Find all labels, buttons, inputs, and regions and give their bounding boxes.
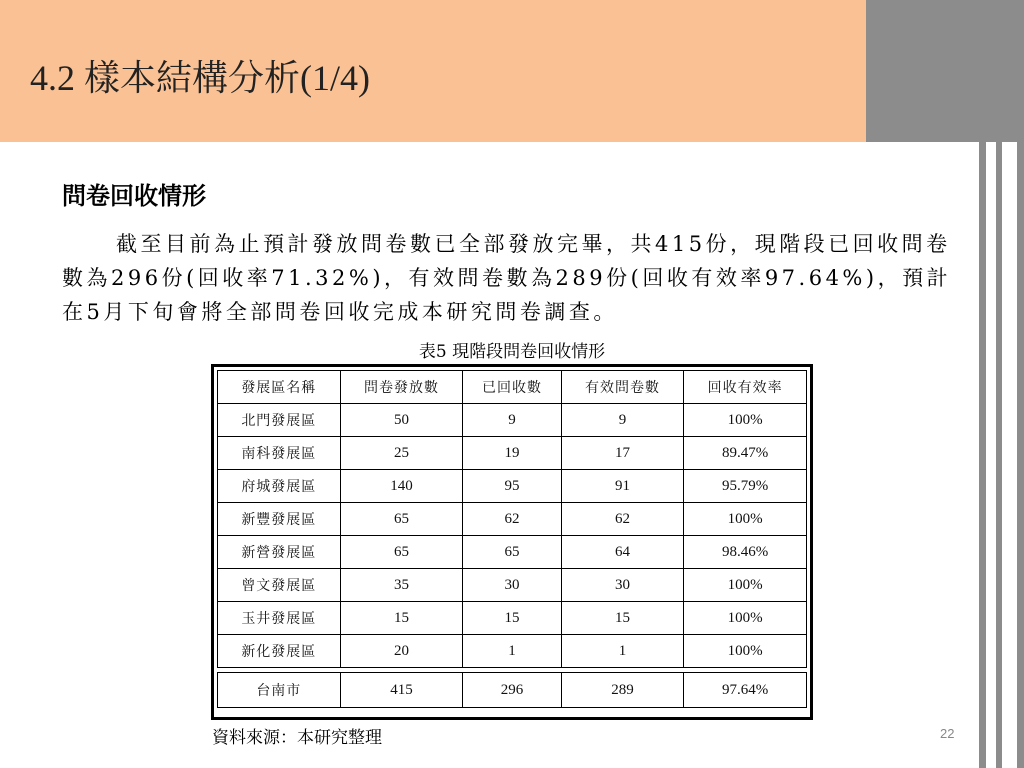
table-frame <box>211 364 813 720</box>
table-row <box>218 602 807 635</box>
decorative-bar-1 <box>979 142 986 768</box>
corner-gray-block <box>866 0 1024 142</box>
district-name-cell: 北門發展區 <box>218 404 341 437</box>
header-cell: 回收有效率 <box>684 371 807 404</box>
district-name-cell: 南科發展區 <box>218 437 341 470</box>
decorative-bar-3 <box>1017 142 1024 768</box>
slide-title: 4.2 樣本結構分析(1/4) <box>30 58 370 98</box>
district-name-cell: 新化發展區 <box>218 635 341 668</box>
district-name-cell: 府城發展區 <box>218 470 341 503</box>
value-cell: 89.47% <box>684 437 807 470</box>
table-row <box>218 404 807 437</box>
district-name-cell: 玉井發展區 <box>218 602 341 635</box>
value-cell: 65 <box>340 503 463 536</box>
value-cell: 30 <box>463 569 561 602</box>
table-caption <box>0 337 1024 362</box>
body-paragraph: 截至目前為止預計發放問卷數已全部發放完畢，共415份，現階段已回收問卷數為296份(回收率71.32%)，有效問卷數為289份(回收有效率97.64%)，預計在5月下旬會將全部問卷回收完成本研究問卷調查。 <box>62 232 952 324</box>
value-cell: 100% <box>684 635 807 668</box>
value-cell: 64 <box>561 536 684 569</box>
value-cell: 98.46% <box>684 536 807 569</box>
table-row <box>218 536 807 569</box>
value-cell: 15 <box>340 602 463 635</box>
value-cell: 35 <box>340 569 463 602</box>
value-cell: 65 <box>463 536 561 569</box>
value-cell: 1 <box>561 635 684 668</box>
header-cell: 有效問卷數 <box>561 371 684 404</box>
value-cell: 9 <box>561 404 684 437</box>
district-name-cell: 曾文發展區 <box>218 569 341 602</box>
source-note: 資料來源：本研究整理 <box>212 728 382 748</box>
value-cell: 50 <box>340 404 463 437</box>
table-body <box>218 404 807 708</box>
table-row <box>218 569 807 602</box>
value-cell: 95.79% <box>684 470 807 503</box>
district-name-cell: 新豐發展區 <box>218 503 341 536</box>
header-cell: 發展區名稱 <box>218 371 341 404</box>
value-cell: 415 <box>340 673 463 708</box>
value-cell: 100% <box>684 569 807 602</box>
value-cell: 140 <box>340 470 463 503</box>
value-cell: 19 <box>463 437 561 470</box>
value-cell: 62 <box>561 503 684 536</box>
district-name-cell: 台南市 <box>218 673 341 708</box>
value-cell: 25 <box>340 437 463 470</box>
decorative-bar-2 <box>996 142 1002 768</box>
value-cell: 289 <box>561 673 684 708</box>
table-row <box>218 503 807 536</box>
value-cell: 95 <box>463 470 561 503</box>
table-total-row <box>218 673 807 708</box>
table-row <box>218 437 807 470</box>
table-row <box>218 635 807 668</box>
page-number: 22 <box>940 726 955 741</box>
survey-table <box>217 370 807 708</box>
table-row <box>218 470 807 503</box>
value-cell: 91 <box>561 470 684 503</box>
value-cell: 296 <box>463 673 561 708</box>
value-cell: 9 <box>463 404 561 437</box>
table-caption-text: 表5 現階段問卷回收情形 <box>418 342 606 362</box>
district-name-cell: 新營發展區 <box>218 536 341 569</box>
value-cell: 15 <box>463 602 561 635</box>
value-cell: 1 <box>463 635 561 668</box>
value-cell: 100% <box>684 602 807 635</box>
value-cell: 30 <box>561 569 684 602</box>
section-heading: 問卷回收情形 <box>62 181 206 210</box>
header-cell: 問卷發放數 <box>340 371 463 404</box>
value-cell: 100% <box>684 404 807 437</box>
value-cell: 17 <box>561 437 684 470</box>
value-cell: 97.64% <box>684 673 807 708</box>
value-cell: 20 <box>340 635 463 668</box>
value-cell: 15 <box>561 602 684 635</box>
table-header-row <box>218 371 807 404</box>
title-banner <box>0 0 866 142</box>
value-cell: 65 <box>340 536 463 569</box>
header-cell: 已回收數 <box>463 371 561 404</box>
value-cell: 62 <box>463 503 561 536</box>
value-cell: 100% <box>684 503 807 536</box>
